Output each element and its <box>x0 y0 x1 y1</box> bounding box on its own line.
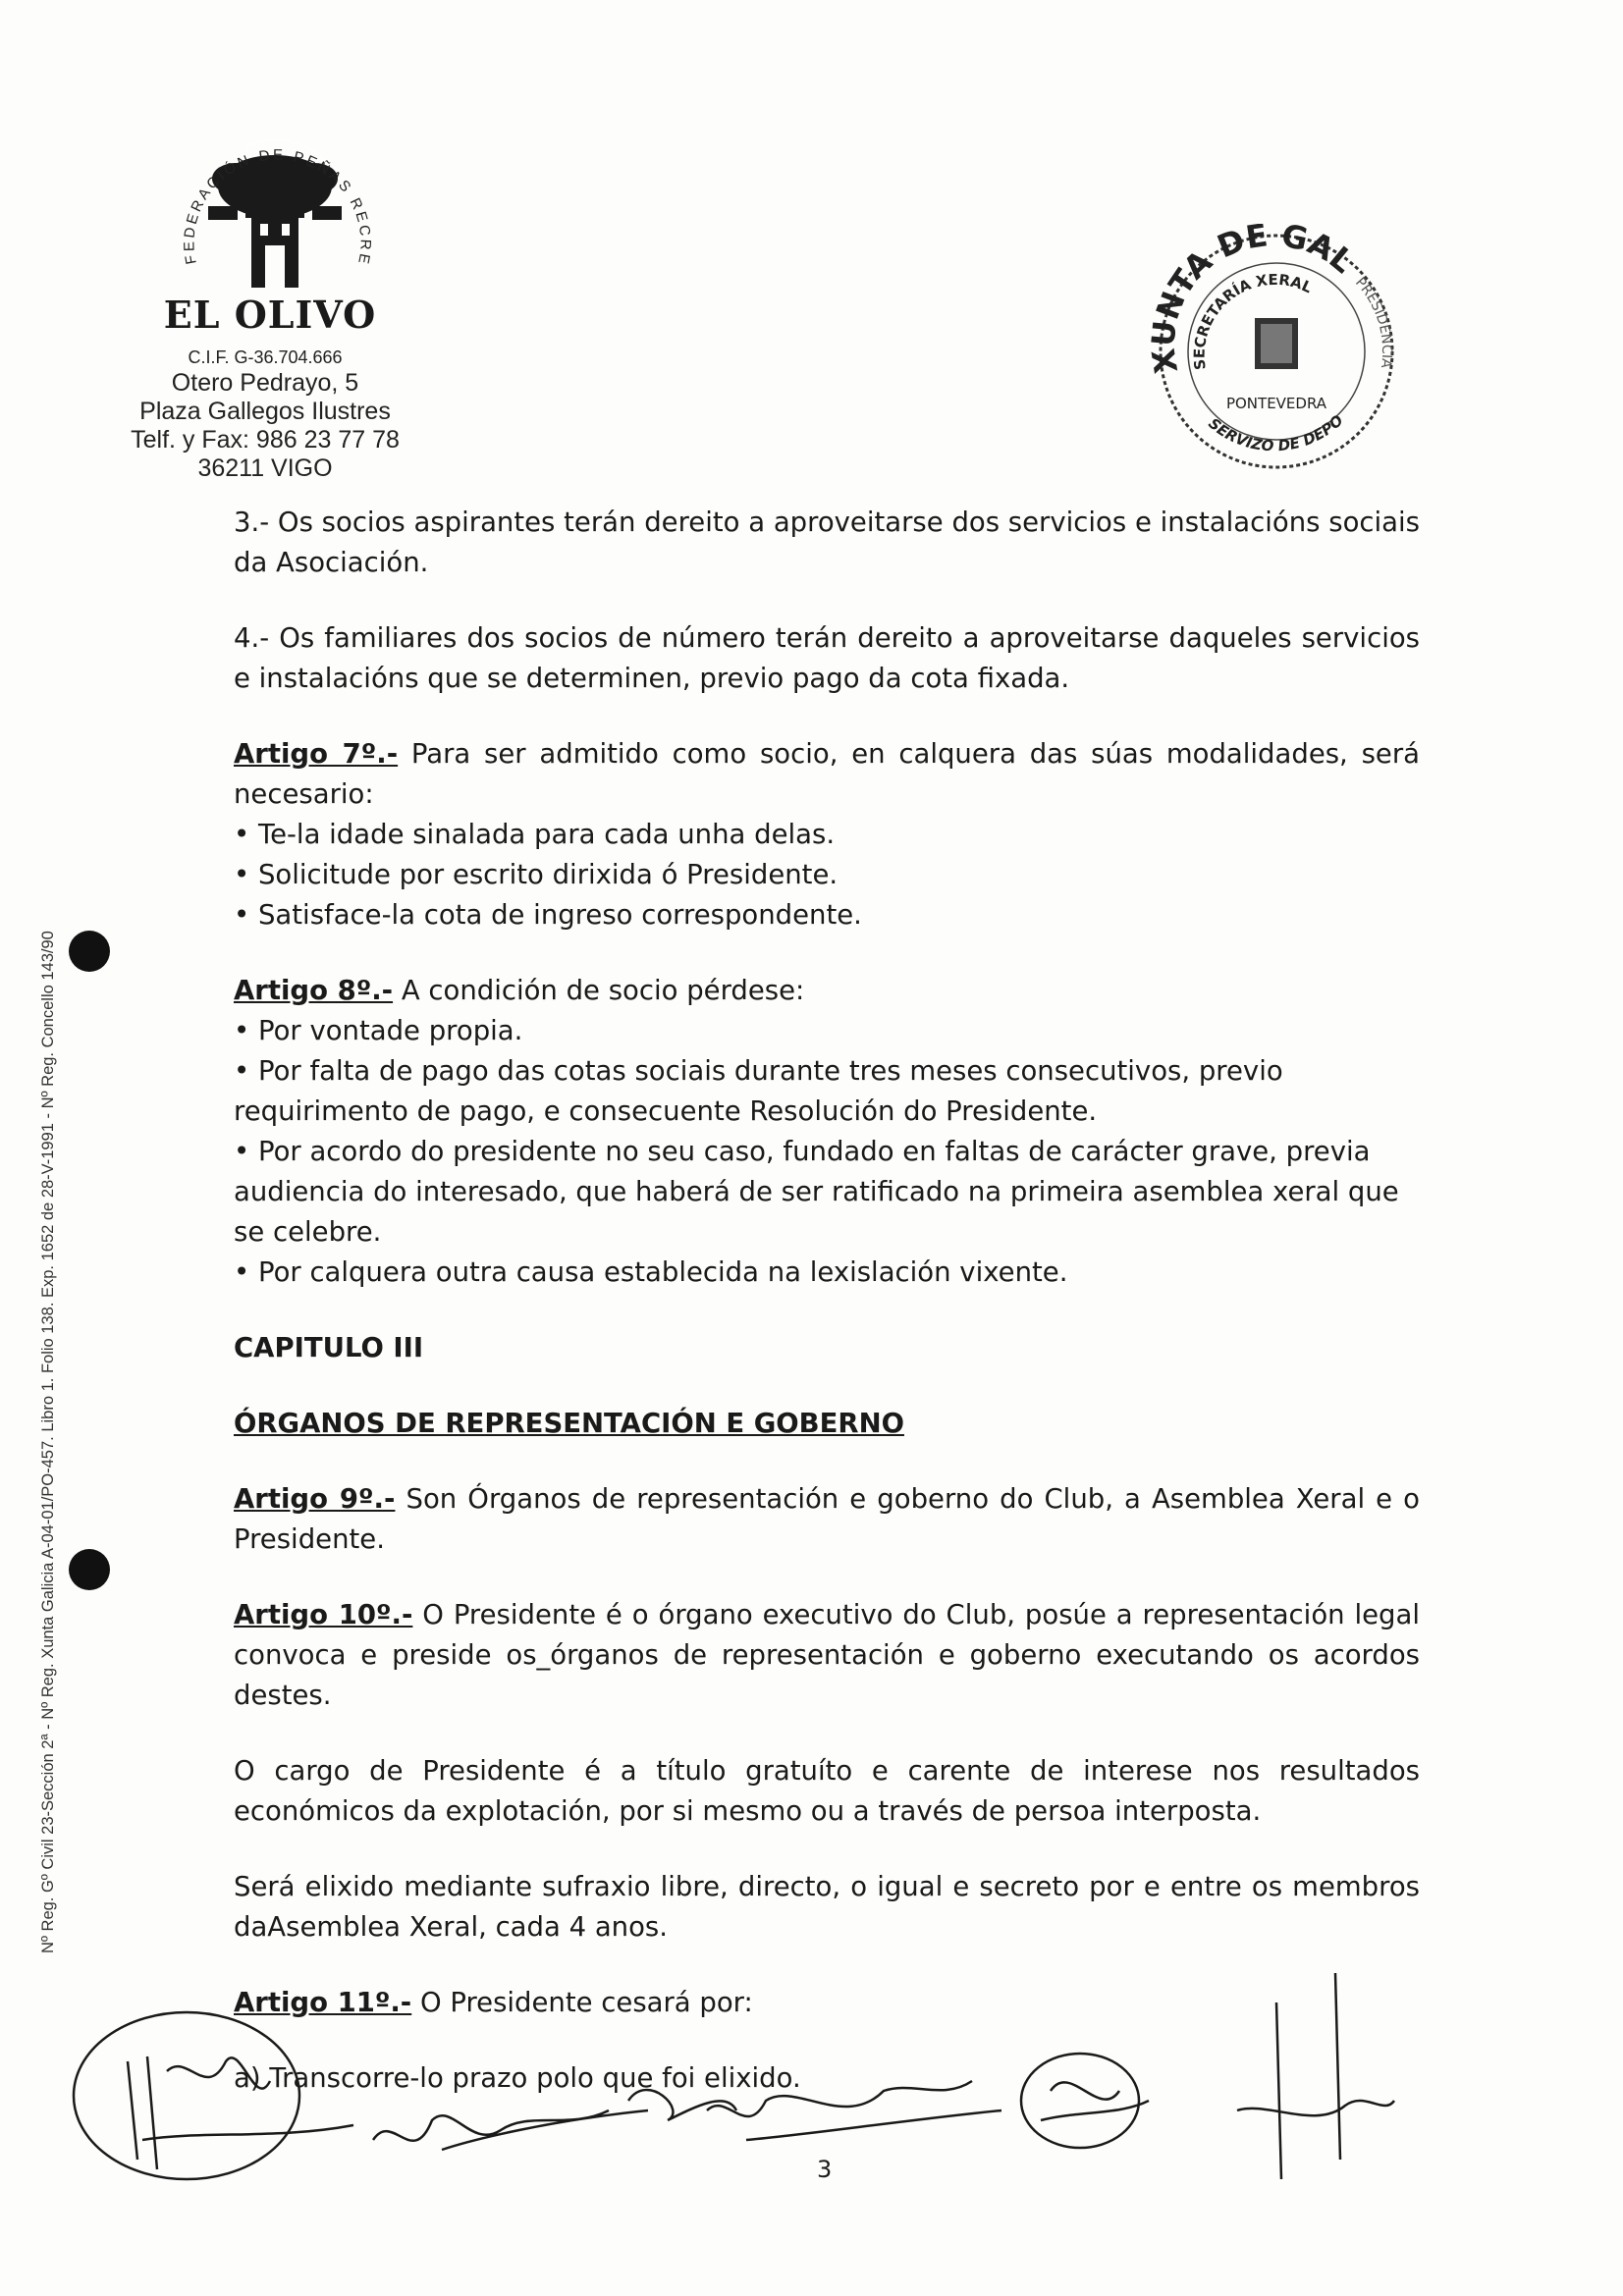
article-10-text: O Presidente é o órgano executivo do Club, posúe a representación legal convoca e preside os_órganos de representación e goberno executando os acordos destes. <box>234 1599 1420 1711</box>
stamp-bottom-text: SERVIZO DE DEPO <box>1205 411 1347 455</box>
logo-arc-text <box>172 116 378 283</box>
stamp-city: PONTEVEDRA <box>1225 395 1327 412</box>
punch-hole-bottom <box>69 1549 110 1590</box>
signature-2 <box>373 2090 736 2150</box>
article-7-bullet-1: • Te-la idade sinalada para cada unha delas. <box>234 819 836 850</box>
paragraph-familiares: 4.- Os familiares dos socios de número terán dereito a aproveitarse daqueles servicios e instalacións que se determinen, previo pago da cota fixada. <box>234 622 1420 694</box>
article-7-text: Para ser admitido como socio, en calquera das súas modalidades, será necesario: <box>234 738 1420 810</box>
address-line-1: Otero Pedrayo, 5 <box>171 369 359 397</box>
chapter-title: CAPITULO III <box>234 1332 424 1363</box>
club-address-block <box>88 346 442 483</box>
article-8 <box>234 971 1420 1293</box>
svg-text:FEDERACIÓN DE PEÑAS RECREATIVA <box>172 116 374 268</box>
signature-4 <box>1021 2054 1149 2148</box>
article-8-bullet-2: • Por falta de pago das cotas sociais durante tres meses consecutivos, previo requirimento de pago, e consecuente Resolución do Presidente. <box>234 1055 1283 1127</box>
article-9-text: Son Órganos de representación e goberno do Club, a Asemblea Xeral e o Presidente. <box>234 1483 1420 1555</box>
svg-text:PRESIDENCIA <box>1352 275 1394 369</box>
document-body <box>234 503 1420 2099</box>
cif: C.I.F. G-36.704.666 <box>188 347 343 367</box>
signatures <box>59 1944 1453 2238</box>
article-9-label: Artigo 9º.- <box>234 1483 396 1515</box>
article-10-label: Artigo 10º.- <box>234 1599 413 1630</box>
article-10 <box>234 1595 1420 1716</box>
logo-name: EL OLIVO <box>163 293 377 337</box>
phone-fax: Telf. y Fax: 986 23 77 78 <box>131 426 400 454</box>
article-11-text: O Presidente cesará por: <box>411 1987 753 2018</box>
article-11-label: Artigo 11º.- <box>234 1987 412 2018</box>
stamp-top-text: NTA DE GAL <box>1149 224 1362 325</box>
article-9 <box>234 1479 1420 1560</box>
article-8-text: A condición de socio pérdese: <box>393 975 805 1006</box>
article-7-bullet-3: • Satisface-la cota de ingreso correspondente. <box>234 899 862 931</box>
article-7-bullet-2: • Solicitude por escrito dirixida ó Presidente. <box>234 859 839 890</box>
paragraph-socios-aspirantes: 3.- Os socios aspirantes terán dereito a aproveitarse dos servicios e instalacións sociais da Asociación. <box>234 507 1420 578</box>
signature-1 <box>74 2012 353 2179</box>
paragraph-cargo-presidente: O cargo de Presidente é a título gratuíto e carente de interese nos resultados económicos da explotación, por si mesmo ou a través de persoa interposta. <box>234 1755 1420 1827</box>
stamp-right-text: PRESIDENCIA <box>1351 274 1395 369</box>
article-7-label: Artigo 7º.- <box>234 738 399 770</box>
official-stamp <box>1149 224 1404 479</box>
signature-3 <box>707 2081 1001 2140</box>
paragraph-eleccion: Será elixido mediante sufraxio libre, directo, o igual e secreto por e entre os membros daAsemblea Xeral, cada 4 anos. <box>234 1871 1420 1943</box>
page-number: 3 <box>817 2156 833 2183</box>
article-8-bullet-4: • Por calquera outra causa establecida na lexislación vixente. <box>234 1256 1068 1288</box>
signature-5 <box>1237 1973 1394 2179</box>
article-8-label: Artigo 8º.- <box>234 975 394 1006</box>
punch-hole-top <box>69 931 110 972</box>
stamp-inner-text: SECRETARÍA XERAL <box>1190 270 1316 371</box>
city-postcode: 36211 VIGO <box>197 454 333 482</box>
logo-arc-label: FEDERACIÓN DE PEÑAS RECRE <box>181 146 374 268</box>
article-7 <box>234 734 1420 935</box>
article-11-item-a: a) Transcorre-lo prazo polo que foi elixido. <box>234 2062 801 2094</box>
article-8-bullet-1: • Por vontade propia. <box>234 1015 523 1046</box>
address-line-2: Plaza Gallegos Ilustres <box>139 398 391 425</box>
article-8-bullet-3: • Por acordo do presidente no seu caso, fundado en faltas de carácter grave, previa audiencia do interesado, que haberá de ser ratificado na primeira asemblea xeral que se celebre. <box>234 1136 1399 1248</box>
chapter-subtitle: ÓRGANOS DE REPRESENTACIÓN E GOBERNO <box>234 1408 904 1439</box>
registry-margin-note: Nº Reg. Gº Civil 23-Sección 2ª - Nº Reg. Xunta Galicia A-04-01/PO-457. Libro 1. Folio 138. Exp. 1652 de 28-V-1991 - Nº Reg. Concello 143/90 <box>39 931 57 1953</box>
